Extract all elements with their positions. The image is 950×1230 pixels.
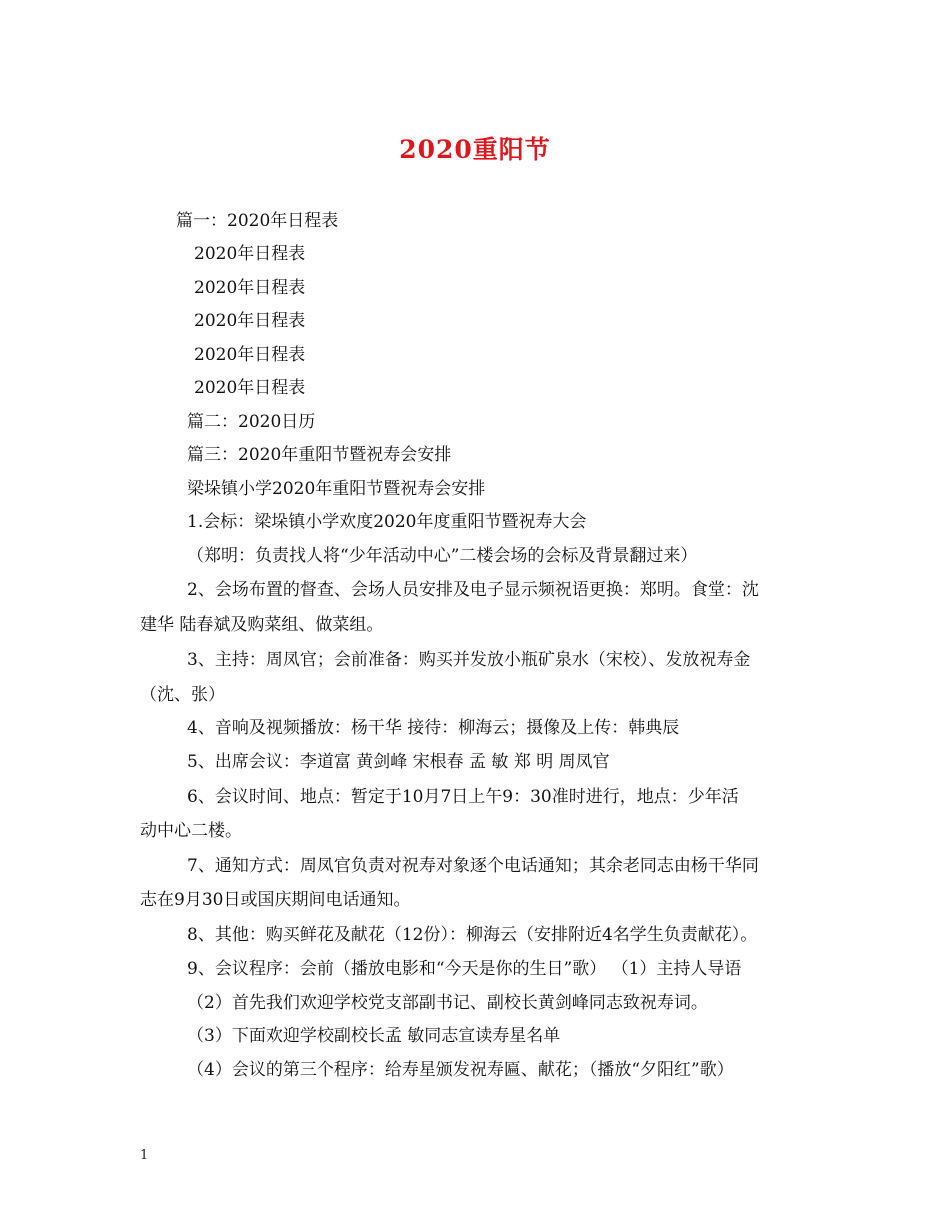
- text-line: 2020年日程表: [194, 378, 306, 398]
- text-line: 梁垛镇小学2020年重阳节暨祝寿会安排: [187, 479, 486, 499]
- text-line: 2020年日程表: [194, 244, 306, 264]
- text-line: 2、会场布置的督查、会场人员安排及电子显示频祝语更换：郑明。食堂：沈: [187, 580, 759, 600]
- text-line: 篇二：2020日历: [187, 412, 316, 432]
- text-line: 7、通知方式：周凤官负责对祝寿对象逐个电话通知；其余老同志由杨干华同: [187, 856, 759, 876]
- text-line: （沈、张）: [140, 685, 225, 705]
- text-line: （2）首先我们欢迎学校党支部副书记、副校长黄剑峰同志致祝寿词。: [187, 993, 708, 1013]
- document-title: 2020重阳节: [399, 135, 551, 164]
- text-line: （郑明：负责找人将“少年活动中心”二楼会场的会标及背景翻过来）: [187, 546, 698, 566]
- page-number: 1: [140, 1148, 149, 1163]
- text-line: 动中心二楼。: [140, 821, 242, 841]
- text-line: （4）会议的第三个程序：给寿星颁发祝寿匾、献花；（播放“夕阳红”歌）: [187, 1060, 734, 1080]
- text-line: 篇三：2020年重阳节暨祝寿会安排: [187, 445, 452, 465]
- text-line: 2020年日程表: [194, 278, 306, 298]
- text-line: 6、会议时间、地点：暂定于10月7日上午9：30准时进行，地点：少年活: [187, 787, 739, 807]
- text-line: 8、其他：购买鲜花及献花（12份）：柳海云（安排附近4名学生负责献花）。: [187, 925, 758, 945]
- text-line: 1.会标：梁垛镇小学欢度2020年度重阳节暨祝寿大会: [187, 512, 587, 532]
- text-line: 建华 陆春斌及购菜组、做菜组。: [140, 615, 384, 635]
- text-line: （3）下面欢迎学校副校长孟 敏同志宣读寿星名单: [187, 1026, 561, 1046]
- text-line: 篇一：2020年日程表: [176, 211, 339, 231]
- text-line: 2020年日程表: [194, 311, 306, 331]
- text-line: 3、主持：周凤官；会前准备：购买并发放小瓶矿泉水（宋校）、发放祝寿金: [187, 650, 751, 670]
- text-line: 9、会议程序：会前（播放电影和“今天是你的生日”歌） （1）主持人导语: [187, 959, 742, 979]
- text-line: 5、出席会议：李道富 黄剑峰 宋根春 孟 敏 郑 明 周凤官: [187, 752, 610, 772]
- text-line: 4、音响及视频播放：杨干华 接待：柳海云；摄像及上传：韩典辰: [187, 718, 680, 738]
- text-line: 2020年日程表: [194, 345, 306, 365]
- text-line: 志在9月30日或国庆期间电话通知。: [140, 890, 411, 910]
